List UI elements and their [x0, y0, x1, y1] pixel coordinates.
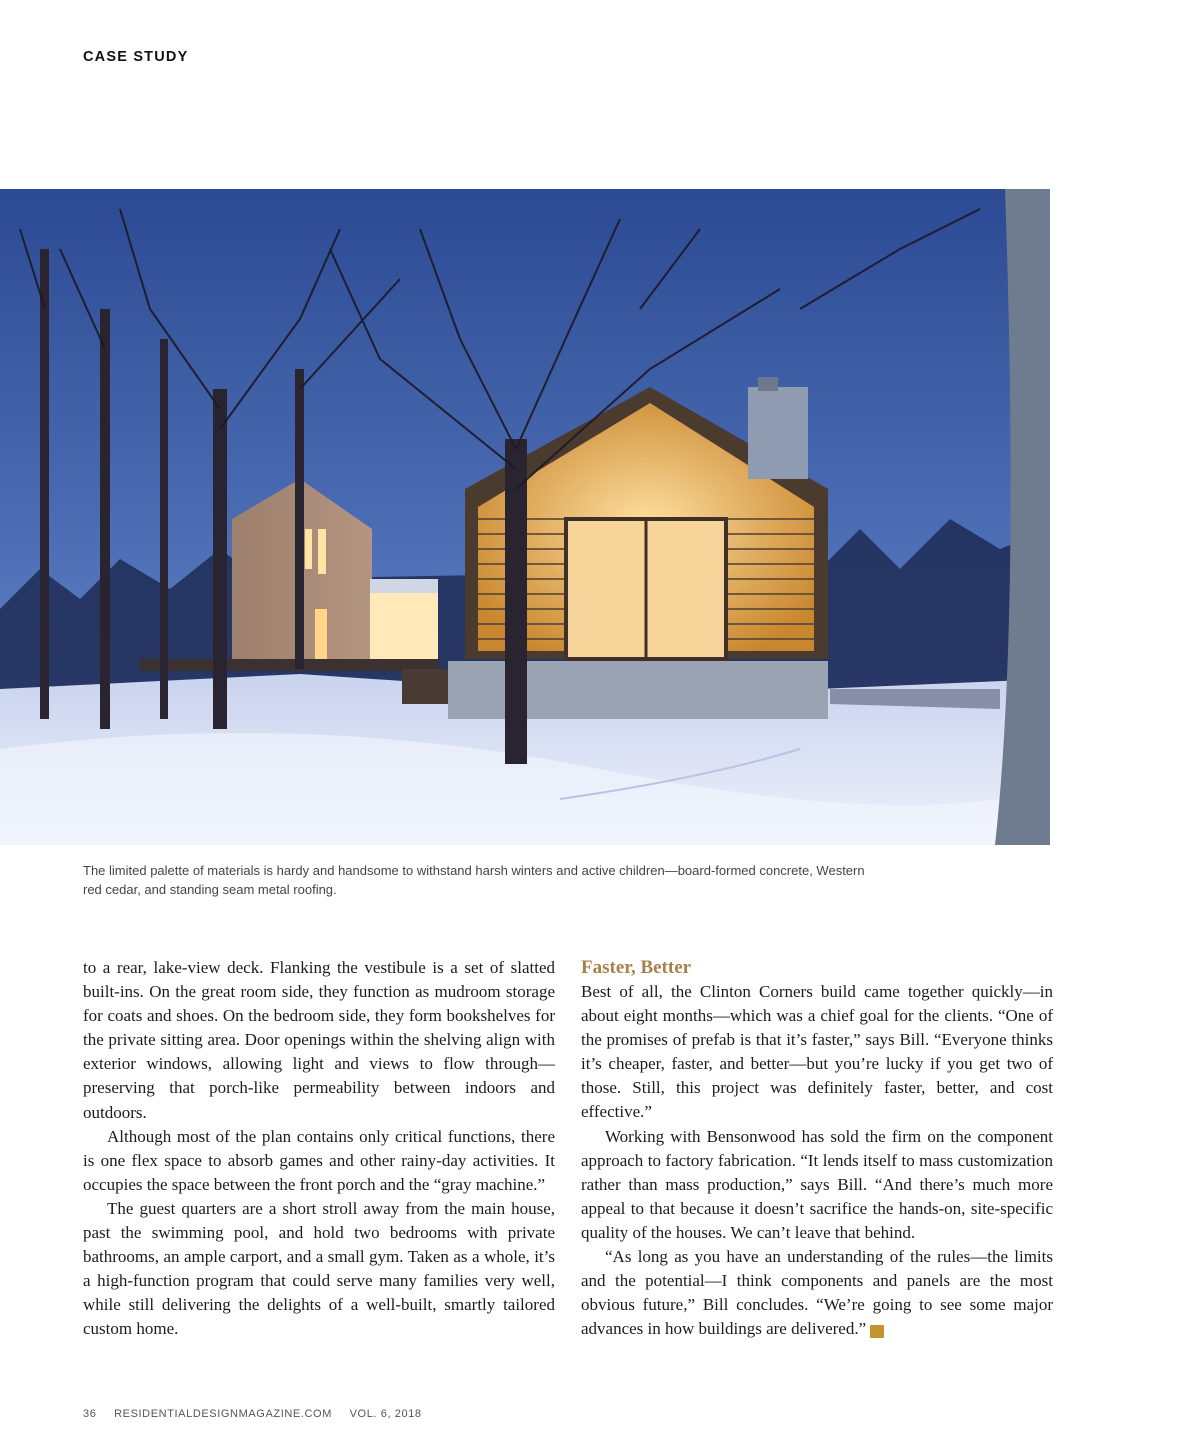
page-number: 36: [83, 1408, 97, 1420]
house-photo: [0, 189, 1050, 845]
body-paragraph: Best of all, the Clinton Corners build came together quickly—in about eight months—which was a chief goal for the clients. “One of the promises of prefab is that it’s faster,” says Bill. “Everyone thinks it’s cheaper, faster, and better—but you’re lucky if you get two of those. Still, this project was definitely faster, better, and cost effective.”: [581, 982, 1053, 1122]
photo-caption: The limited palette of materials is hardy and handsome to withstand harsh winters and active children—board-formed concrete, Western red cedar, and standing seam metal roofing.: [83, 863, 865, 897]
body-paragraph-final: [581, 1245, 1053, 1341]
volume-info: VOL. 6, 2018: [349, 1408, 422, 1420]
body-paragraph: The guest quarters are a short stroll away from the main house, past the swimming pool, and hold two bedrooms with private bathrooms, an ample carport, and a small gym. Taken as a whole, it’s a high-function program that could serve many families very well, while still delivering the delights of a well-built, smartly tailored custom home.: [83, 1198, 555, 1339]
section-label: CASE STUDY: [83, 49, 189, 65]
subhead: Faster, Better: [581, 957, 692, 978]
body-paragraph: to a rear, lake-view deck. Flanking the vestibule is a set of slatted built-ins. On the great room side, they function as mudroom storage for coats and shoes. On the bedroom side, they form bookshelves for the private sitting area. Door openings within the shelving align with exterior windows, allowing light and views to flow through—preserving that porch-like permeability between indoors and outdoors.: [83, 958, 555, 1122]
left-column: [83, 956, 555, 1342]
body-paragraph: Working with Bensonwood has sold the firm on the component approach to factory fabrication. “It lends itself to mass customization rather than mass production,” says Bill. “And there’s much more appeal to that because it doesn’t sacrifice the hands-on, site-specific quality of the houses. We can’t leave that behind.: [581, 1126, 1053, 1242]
right-column: [581, 956, 1053, 1341]
body-paragraph: Although most of the plan contains only critical functions, there is one flex space to absorb games and other rainy-day activities. It occupies the space between the front porch and the “gray machine.”: [83, 1126, 555, 1194]
final-paragraph-text: “As long as you have an understanding of the rules—the limits and the potential—I think components and panels are the most obvious future,” Bill concludes. “We’re going to see some major advances in how buildings are delivered.”: [581, 1247, 1053, 1339]
website-link[interactable]: RESIDENTIALDESIGNMAGAZINE.COM: [114, 1408, 332, 1420]
end-mark-icon: RD: [870, 1325, 884, 1338]
page-footer: [83, 1408, 436, 1420]
